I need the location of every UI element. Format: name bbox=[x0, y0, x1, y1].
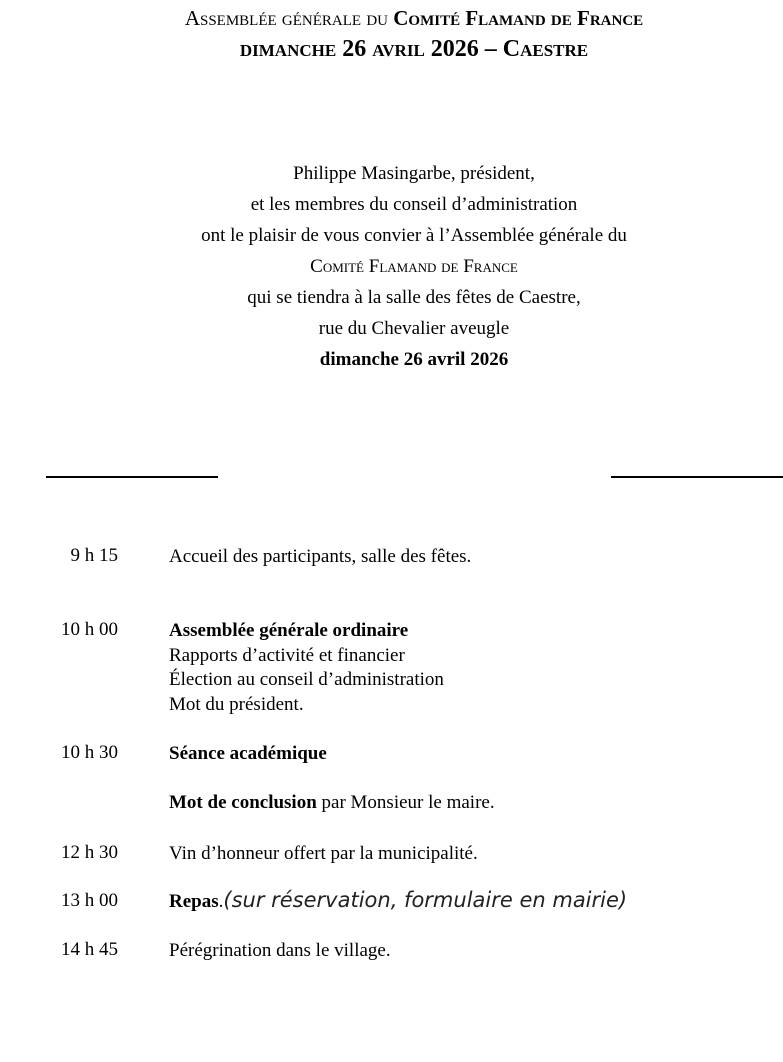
divider-left bbox=[46, 476, 218, 478]
item-general-assembly-reports: Rapports d’activité et financier bbox=[169, 644, 405, 666]
item-conclusion-title: Mot de conclusion bbox=[169, 792, 317, 813]
invitation-text bbox=[0, 158, 783, 375]
time-1230: 12 h 30 bbox=[61, 842, 118, 863]
intro-line-date: dimanche 26 avril 2026 bbox=[319, 349, 509, 370]
intro-line-president: Philippe Masingarbe, président, bbox=[293, 163, 535, 184]
item-welcome: Accueil des participants, salle des fêtes. bbox=[169, 546, 472, 567]
header-date-place: dimanche 26 avril 2026 – Caestre bbox=[239, 36, 589, 62]
item-general-assembly-election: Élection au conseil d’administration bbox=[169, 669, 444, 690]
time-1445: 14 h 45 bbox=[61, 939, 118, 960]
item-conclusion-text: par Monsieur le maire. bbox=[316, 792, 495, 813]
intro-line-venue: qui se tiendra à la salle des fêtes de Caestre, bbox=[247, 287, 581, 308]
item-walk: Pérégrination dans le village. bbox=[169, 940, 391, 961]
item-meal-note: (sur réservation, formulaire en mairie) bbox=[223, 888, 628, 912]
item-meal-period: . bbox=[218, 891, 224, 912]
header-organization: Comité Flamand de France bbox=[393, 6, 644, 30]
item-general-assembly-title: Assemblée générale ordinaire bbox=[169, 620, 409, 641]
divider-right bbox=[611, 476, 783, 478]
item-general-assembly-president: Mot du président. bbox=[169, 693, 304, 715]
time-1030: 10 h 30 bbox=[61, 742, 118, 763]
time-1000: 10 h 00 bbox=[61, 619, 118, 640]
item-conclusion bbox=[169, 791, 495, 816]
intro-line-organization: Comité Flamand de France bbox=[310, 256, 518, 277]
item-reception: Vin d’honneur offert par la municipalité. bbox=[169, 843, 478, 864]
item-academic-session: Séance académique bbox=[169, 743, 327, 764]
header-title bbox=[0, 6, 783, 31]
time-1300: 13 h 00 bbox=[61, 890, 118, 911]
item-meal-title: Repas bbox=[169, 891, 219, 912]
item-general-assembly bbox=[169, 619, 444, 717]
intro-line-invitation: ont le plaisir de vous convier à l’Assemblée générale du bbox=[201, 225, 627, 246]
header-prefix: Assemblée générale du bbox=[184, 6, 388, 30]
time-0915: 9 h 15 bbox=[70, 545, 118, 566]
intro-line-street: rue du Chevalier aveugle bbox=[318, 318, 510, 339]
item-meal bbox=[169, 888, 627, 915]
intro-line-members: et les membres du conseil d’administration bbox=[250, 194, 578, 215]
